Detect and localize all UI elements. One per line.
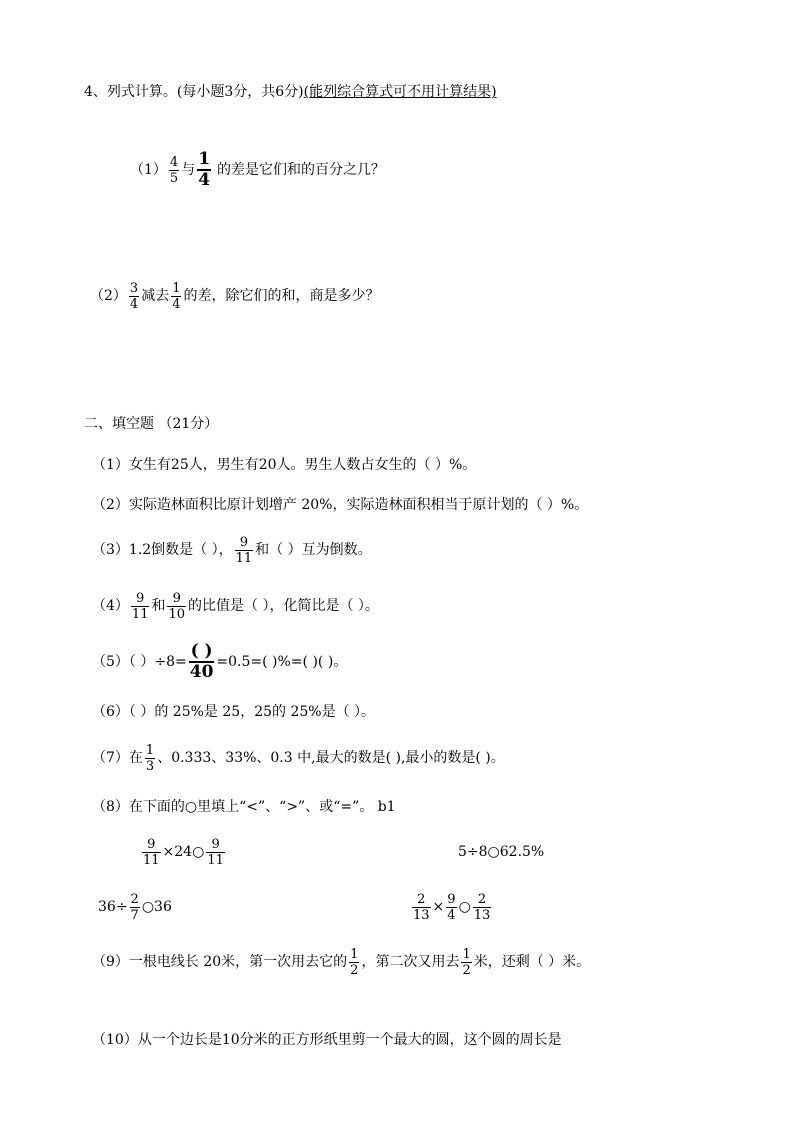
text: ○36 [141,899,172,915]
text: 36÷ [98,899,128,915]
fraction: $\frac{3}{4}$ [129,280,139,312]
text: × [432,899,445,915]
text: （4） [92,598,129,614]
fraction: $\frac{1}{2}$ [462,946,471,978]
text: ○ [458,899,471,915]
compare-2: 5÷8○62.5% [458,844,545,860]
q4-problem-1 [130,150,385,190]
text: 米，还剩（ ）米。 [473,954,591,970]
fraction: $\frac{9}{11}$ [235,534,253,566]
item-7 [92,738,505,778]
item-5 [92,640,347,684]
fraction: $\frac{4}{5}$ [169,154,179,186]
item-4 [92,586,379,626]
fraction: $\frac{1}{4}$ [198,149,211,190]
text: （3）1.2倒数是（ ）， [92,542,233,558]
q4-title: 4、列式计算。(每小题3分，共6分) [84,84,304,100]
compare-3 [98,887,172,927]
text: 和 [151,598,166,614]
text: ×24○ [162,844,205,860]
fraction: $\frac{2}{7}$ [130,891,139,923]
compare-1 [140,832,227,872]
fraction: $\frac{1}{3}$ [145,742,155,774]
fraction: $\frac{9}{4}$ [447,891,456,923]
q4-heading [84,82,497,102]
fraction: $\frac{9}{10}$ [168,590,186,622]
fraction: $\frac{( )}{40}$ [189,641,214,682]
text: 减去 [141,288,170,304]
text: （5）（ ）÷8= [92,654,187,670]
fraction: $\frac{2}{13}$ [473,891,491,923]
fraction: $\frac{2}{13}$ [413,891,430,923]
text: 的差是它们和的百分之几？ [217,162,386,178]
label: （2） [90,288,127,304]
item-6: （6）（ ）的 25%是 25，25的 25%是（ ）。 [92,704,376,720]
text: （7）在 [92,750,143,766]
text: 与 [181,162,196,178]
text: 的比值是（ ），化简比是（ ）。 [188,598,379,614]
label: （1） [130,162,167,178]
fraction: $\frac{9}{11}$ [143,836,160,868]
item-2: （2）实际造林面积比原计划增产 20%，实际造林面积相当于原计划的（ ）%。 [92,497,589,513]
fraction: $\frac{9}{11}$ [207,836,224,868]
text: 的差，除它们的和，商是多少？ [183,288,380,304]
item-8: （8）在下面的○里填上“<”、“>”、或“=”。 b1 [92,799,396,815]
item-10: （10）从一个边长是10分米的正方形纸里剪一个最大的圆，这个圆的周长是 [92,1032,562,1048]
fraction: $\frac{1}{4}$ [172,280,181,312]
item-9 [92,942,590,982]
text: ，第二次又用去 [361,954,460,970]
text: 、0.333、33%、0.3 中,最大的数是( ),最小的数是( )。 [157,750,505,766]
fraction: $\frac{1}{2}$ [350,946,359,978]
text: （9）一根电线长 20米，第一次用去它的 [92,954,348,970]
compare-4 [410,887,493,927]
q4-note: (能列综合算式可不用计算结果) [303,84,497,100]
text: =0.5=( )%=( )( )。 [216,654,348,670]
section-title: 二、填空题 （21分） [84,416,219,432]
fraction: $\frac{9}{11}$ [131,590,149,622]
q4-problem-2 [90,276,379,316]
text: 和（ ）互为倒数。 [255,542,372,558]
item-1: （1）女生有25人，男生有20人。男生人数占女生的（ ）%。 [92,457,477,473]
item-3 [92,530,372,570]
